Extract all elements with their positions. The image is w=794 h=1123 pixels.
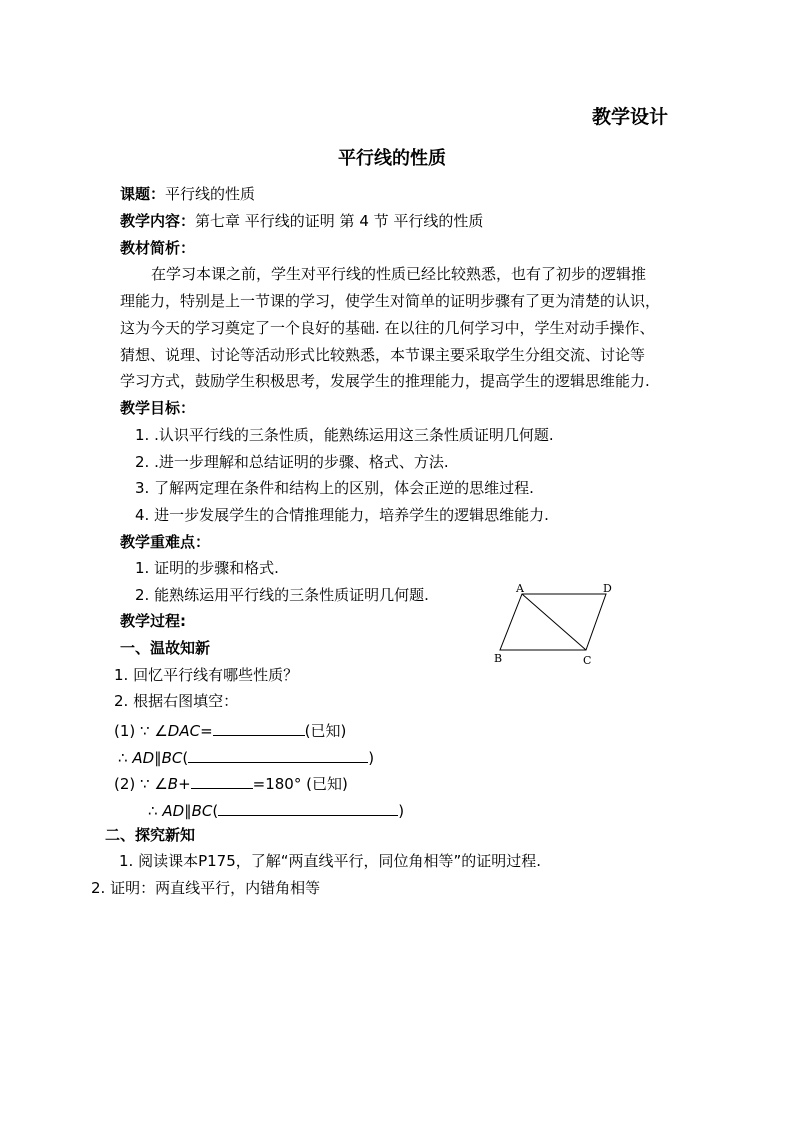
fill-blank-line-1 (114, 721, 346, 739)
analysis-line: 这为今天的学习奠定了一个良好的基础. 在以往的几何学习中，学生对动手操作、 (120, 319, 655, 337)
fill-text: ∴ (118, 749, 133, 767)
vertex-label-a: A (516, 582, 524, 595)
key-points-label: 教学重难点： (120, 533, 211, 551)
fill-text: ( (182, 749, 189, 767)
explore-item: 2. 证明：两直线平行，内错角相等 (91, 879, 321, 897)
parallelogram-abcd (500, 594, 606, 650)
goals-label: 教学目标： (120, 399, 196, 417)
topic-value: 平行线的性质 (165, 185, 256, 203)
goal-item: 3. 了解两定理在条件和结构上的区别，体会正逆的思维过程. (135, 479, 534, 497)
key-point-item: 2. 能熟练运用平行线的三条性质证明几何题. (135, 586, 429, 604)
topic-label: 课题： (120, 185, 166, 203)
section-heading-explore: 二、探究新知 (105, 826, 196, 844)
fill-text: (2) ∵ ∠ (114, 775, 168, 793)
fill-text: ) (368, 749, 375, 767)
review-question: 2. 根据右图填空： (114, 692, 239, 710)
fill-blank-line-2 (118, 748, 374, 766)
analysis-line: 猜想、说理、讨论等活动形式比较熟悉，本节课主要采取学生分组交流、讨论等 (120, 346, 646, 364)
fill-text: ) (398, 802, 405, 820)
fill-text: ( (212, 802, 219, 820)
fill-blank-line-4 (148, 801, 404, 819)
analysis-line: 学习方式，鼓励学生积极思考，发展学生的推理能力，提高学生的逻辑思维能力. (120, 372, 650, 390)
analysis-label: 教材简析： (120, 239, 196, 257)
goal-item: 1. .认识平行线的三条性质，能熟练运用这三条性质证明几何题. (135, 426, 554, 444)
answer-blank[interactable] (188, 748, 368, 763)
vertex-label-b: B (494, 652, 503, 665)
fill-text: (1) ∵ ∠ (114, 722, 168, 740)
fill-text: + (178, 775, 191, 793)
parallel-statement: AD∥BC (162, 802, 213, 820)
goal-item: 4. 进一步发展学生的合情推理能力，培养学生的逻辑思维能力. (135, 506, 549, 524)
answer-blank[interactable] (191, 774, 253, 789)
content-label: 教学内容： (120, 212, 196, 230)
section-heading-review: 一、温故知新 (120, 639, 211, 657)
process-label: 教学过程: (120, 612, 186, 630)
page-title: 平行线的性质 (338, 148, 446, 169)
fill-text: =180° (已知) (252, 775, 348, 793)
analysis-line: 在学习本课之前，学生对平行线的性质已经比较熟悉，也有了初步的逻辑推 (151, 265, 647, 283)
vertex-label-d: D (603, 582, 612, 595)
key-point-item: 1. 证明的步骤和格式. (135, 559, 279, 577)
analysis-line: 理能力，特别是上一节课的学习，使学生对简单的证明步骤有了更为清楚的认识， (120, 292, 661, 310)
document-type-label: 教学设计 (592, 106, 669, 128)
content-value: 第七章 平行线的证明 第 4 节 平行线的性质 (195, 212, 484, 230)
topic-line (120, 187, 255, 202)
parallel-statement: AD∥BC (132, 749, 183, 767)
explore-item: 1. 阅读课本P175，了解“两直线平行，同位角相等”的证明过程. (119, 852, 542, 870)
fill-text: (已知) (304, 722, 347, 740)
review-question: 1. 回忆平行线有哪些性质？ (114, 666, 299, 684)
angle-name: DAC (167, 722, 201, 740)
vertex-label-c: C (583, 654, 592, 667)
angle-name: B (167, 775, 179, 793)
answer-blank[interactable] (218, 801, 398, 816)
parallelogram-diagram (488, 580, 618, 670)
diagonal-ac (522, 594, 586, 650)
goal-item: 2. .进一步理解和总结证明的步骤、格式、方法. (135, 453, 449, 471)
answer-blank[interactable] (213, 721, 305, 736)
fill-blank-line-3 (114, 774, 348, 792)
content-line (120, 214, 483, 229)
fill-text: = (200, 722, 213, 740)
fill-text: ∴ (148, 802, 163, 820)
